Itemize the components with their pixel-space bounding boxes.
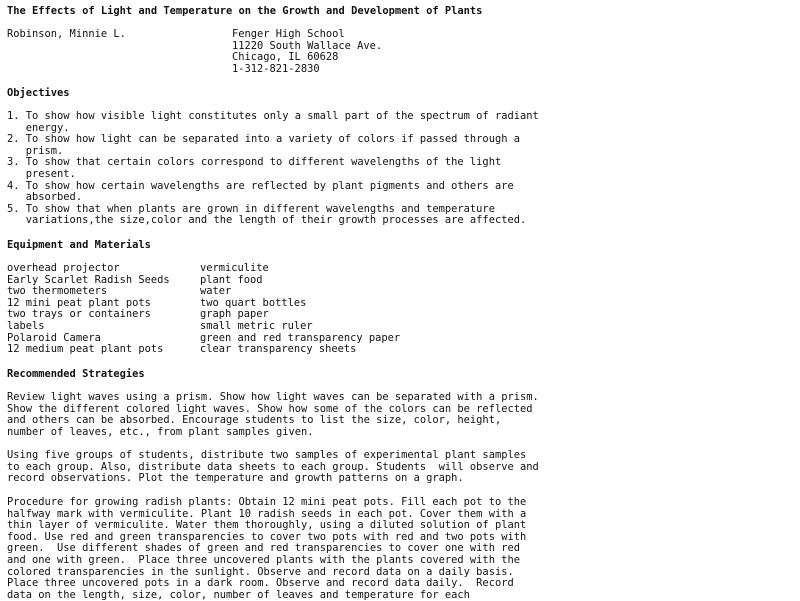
paragraph-line: number of leaves, etc., from plant samples given. [7,425,314,438]
paragraph-line: halfway mark with vermiculite. Plant 10 radish seeds in each pot. Cover them with a [7,507,527,520]
address-line-phone: 1-312-821-2830 [232,62,320,75]
equipment-item-right: plant food [200,273,263,286]
paragraph-line: data on the length, size, color, number of leaves and temperature for each [7,588,470,601]
address-line-school: Fenger High School [232,28,345,40]
paragraph-line: Show the different colored light waves. Show how some of the colors can be reflected [7,402,533,415]
address-line-city: Chicago, IL 60628 [232,51,339,64]
equipment-item-left: two thermometers [7,285,108,298]
objective-item-2: 2. To show how light can be separated into a variety of colors if passed through a [7,133,520,146]
objective-item-4-cont: absorbed. [7,191,83,204]
objective-item-5: 5. To show that when plants are grown in different wavelengths and temperature [7,202,495,215]
paragraph-line: record observations. Plot the temperature and growth patterns on a graph. [7,472,464,485]
objective-item-3: 3. To show that certain colors correspond to different wavelengths of the light [7,156,502,169]
paragraph-line: Place three uncovered pots in a dark room. Observe and record data daily. Record [7,577,514,590]
equipment-heading: Equipment and Materials [7,239,151,251]
equipment-item-left: labels [7,320,45,332]
equipment-item-left: 12 medium peat plant pots [7,343,164,356]
paragraph-line: and others can be absorbed. Encourage students to list the size, color, height, [7,414,502,427]
objective-item-1: 1. To show how visible light constitutes only a small part of the spectrum of radiant [7,110,539,122]
paragraph-line: thin layer of vermiculite. Water them thoroughly, using a diluted solution of plant [7,519,527,532]
paragraph-line: Using five groups of students, distribute two samples of experimental plant samples [7,449,527,461]
equipment-item-left: two trays or containers [7,308,151,321]
document-title: The Effects of Light and Temperature on the Growth and Development of Plants [7,5,483,17]
paragraph-line: Procedure for growing radish plants: Obtain 12 mini peat pots. Fill each pot to the [7,496,527,508]
objective-item-4: 4. To show how certain wavelengths are reflected by plant pigments and others are [7,179,514,192]
paragraph-line: Review light waves using a prism. Show how light waves can be separated with a prism. [7,391,539,403]
objective-item-3-cont: present. [7,168,76,180]
equipment-item-right: clear transparency sheets [200,343,357,356]
objectives-heading: Objectives [7,87,70,99]
author-name: Robinson, Minnie L. [7,28,126,40]
equipment-item-left: Polaroid Camera [7,331,101,344]
paragraph-line: and one with green. Place three uncovered plants with the plants covered with the [7,554,520,566]
equipment-item-right: small metric ruler [200,320,313,332]
objective-item-2-cont: prism. [7,144,64,157]
equipment-item-left: Early Scarlet Radish Seeds [7,273,170,286]
equipment-item-right: water [200,285,232,298]
address-line-street: 11220 South Wallace Ave. [232,39,383,52]
paragraph-line: colored transparencies in the sunlight. Observe and record data on a daily basis. [7,565,514,578]
equipment-item-right: two quart bottles [200,296,307,309]
objective-item-5-cont: variations,the size,color and the length of their growth processes are affected. [7,214,527,227]
objective-item-1-cont: energy. [7,121,70,134]
equipment-item-right: vermiculite [200,262,269,274]
equipment-item-left: overhead projector [7,262,120,274]
equipment-item-left: 12 mini peat plant pots [7,296,151,309]
paragraph-line: green. Use different shades of green and red transparencies to cover one with red [7,542,520,555]
equipment-item-right: graph paper [200,308,269,321]
paragraph-line: food. Use red and green transparencies to cover two pots with red and two pots with [7,530,527,543]
strategies-heading: Recommended Strategies [7,368,145,380]
equipment-item-right: green and red transparency paper [200,331,401,344]
paragraph-line: to each group. Also, distribute data sheets to each group. Students will observe and [7,460,539,473]
